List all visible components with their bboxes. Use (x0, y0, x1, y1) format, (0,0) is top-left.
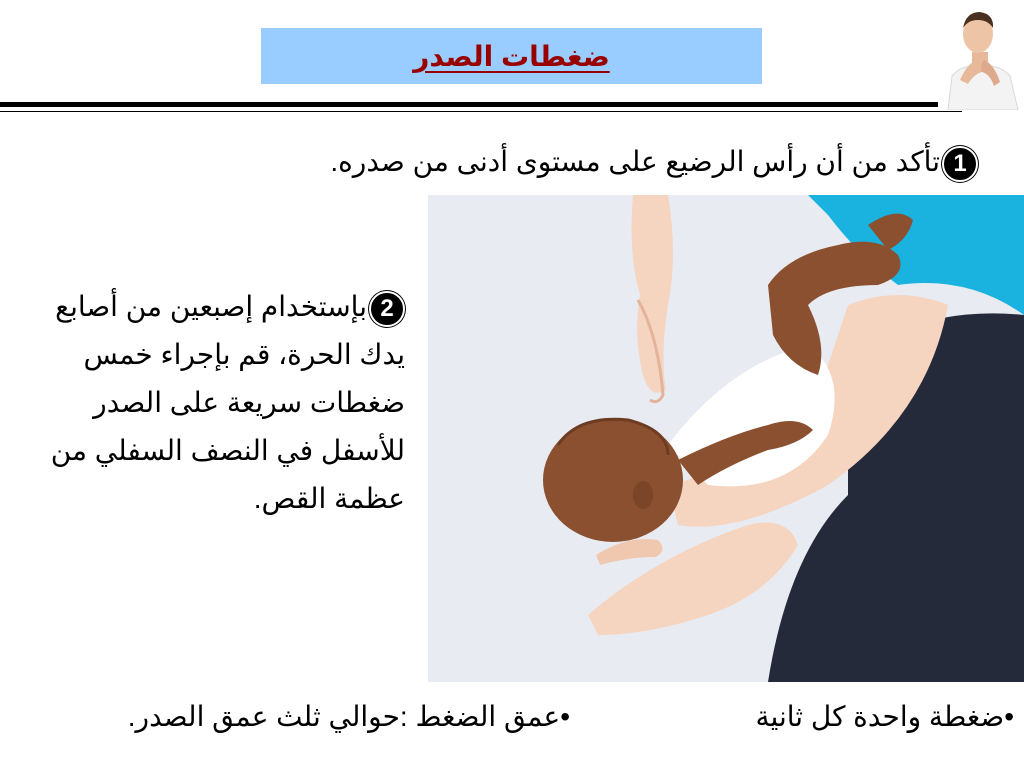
step-2 (30, 283, 405, 523)
title-banner (261, 28, 762, 84)
bullet-compression-depth: •عمق الضغط :حوالي ثلث عمق الصدر. (127, 701, 570, 732)
header-divider (0, 102, 962, 107)
header-divider-thin (0, 111, 962, 112)
step-1 (218, 140, 978, 184)
choking-man-icon (938, 2, 1022, 110)
bullet-compression-rate: •ضغطة واحدة كل ثانية (755, 701, 1014, 732)
page-title: ضغطات الصدر (413, 40, 610, 72)
step-2-text: بإستخدام إصبعين من أصابع يدك الحرة، قم بإجراء خمس ضغطات سريعة على الصدر للأسفل في النصف السفلي من عظمة القص. (50, 291, 405, 514)
bullet-list (0, 700, 1024, 740)
infant-chest-compression-illustration (428, 195, 1024, 682)
step-2-number-badge: 2 (369, 291, 405, 327)
step-1-number-badge: 1 (942, 146, 978, 182)
step-1-text: تأكد من أن رأس الرضيع على مستوى أدنى من صدره. (330, 146, 940, 177)
